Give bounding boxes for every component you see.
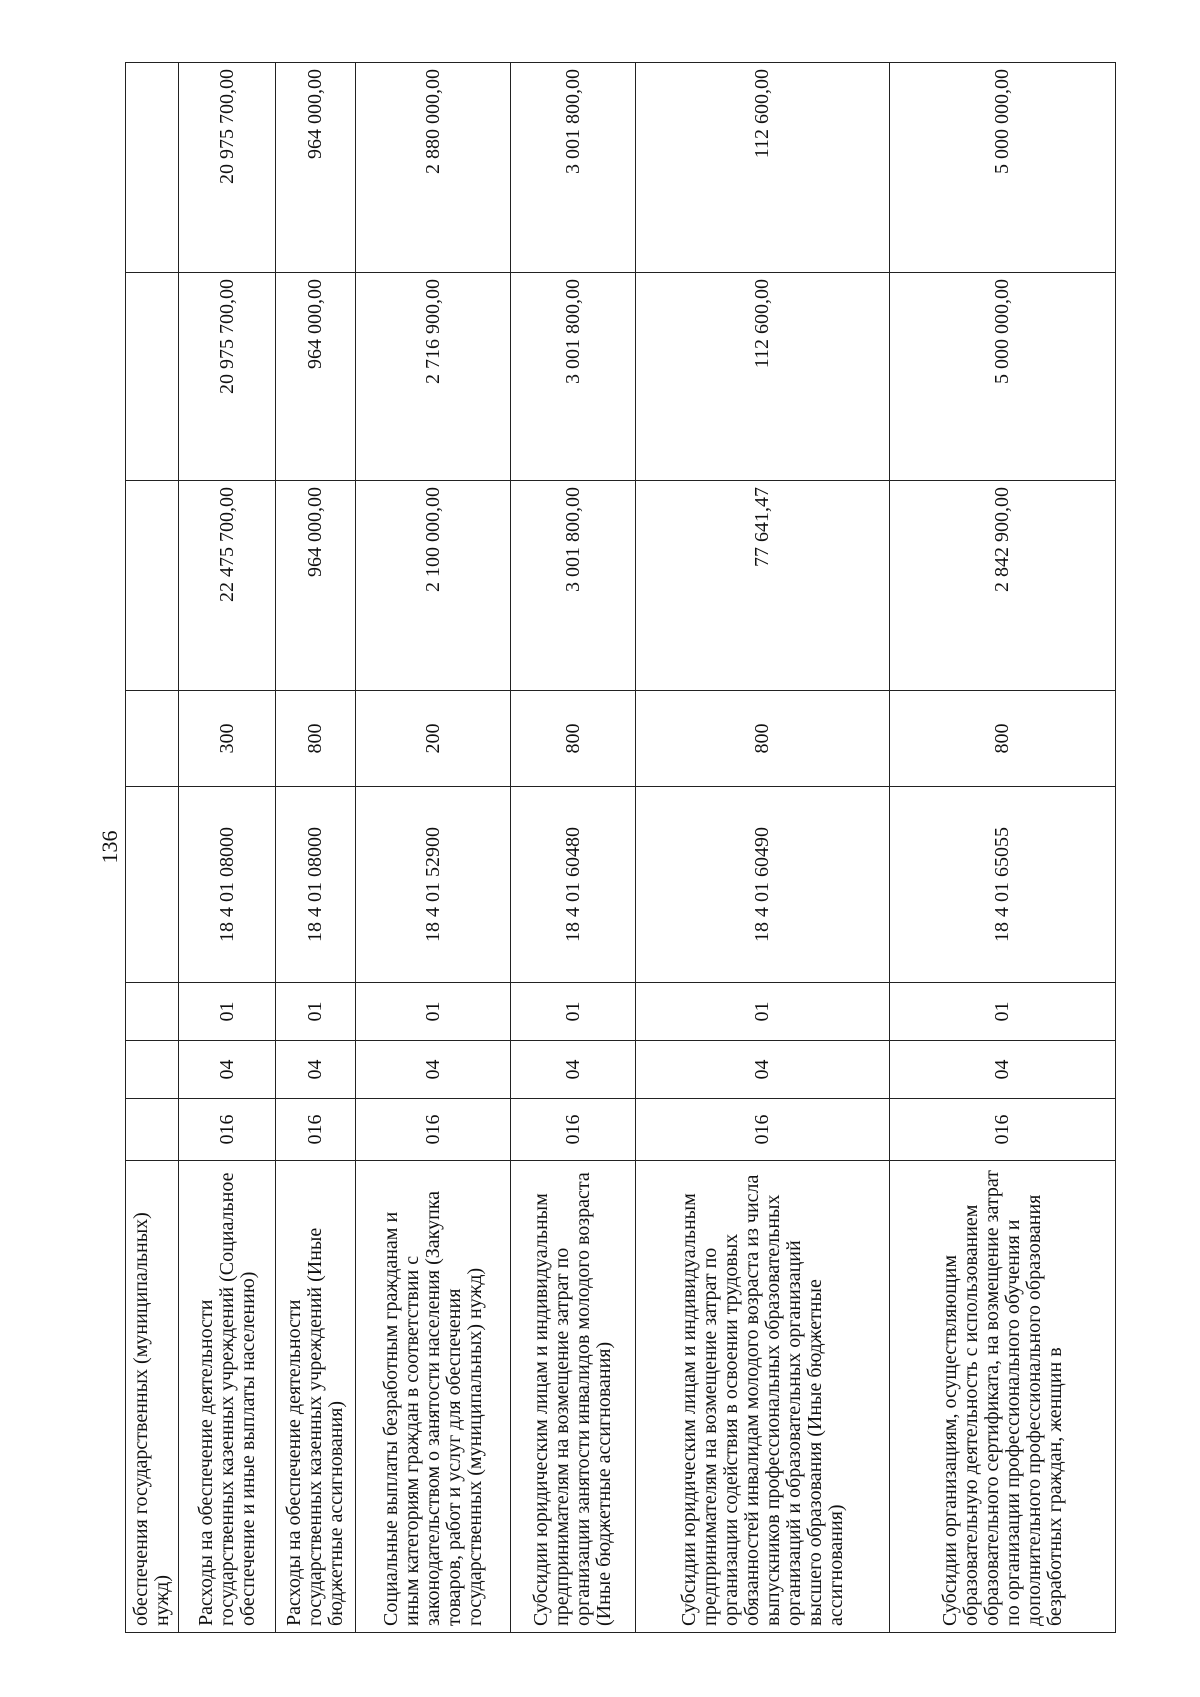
amount-year-2: 112 600,00: [636, 273, 890, 481]
subsection-code: 01: [511, 983, 636, 1041]
amount-year-2: 3 001 800,00: [511, 273, 636, 481]
row-description: Социальные выплаты безработным гражданам и иным категориям граждан в соответствии с законодательством о занятости населения (Закупка товаров, работ и услуг для обеспечения государственных (муниципальных) нужд): [356, 1161, 511, 1633]
row-description: обеспечения государственных (муниципальных) нужд): [126, 1161, 179, 1633]
grbs-code: 016: [890, 1099, 1116, 1161]
grbs-code: 016: [179, 1099, 276, 1161]
section-code: 04: [276, 1041, 356, 1099]
amount-year-1: 2 100 000,00: [356, 481, 511, 691]
amount-year-1: 77 641,47: [636, 481, 890, 691]
row-description: Субсидии юридическим лицам и индивидуальным предпринимателям на возмещение затрат по организации занятости инвалидов молодого возраста (Иные бюджетные ассигнования): [511, 1161, 636, 1633]
row-description: Субсидии организациям, осуществляющим образовательную деятельность с использованием образовательного сертификата, на возмещение затрат по организации профессионального обучения и дополнительного профессионального образования безработных граждан, женщин в: [890, 1161, 1116, 1633]
section-code: 04: [890, 1041, 1116, 1099]
table-row: [356, 63, 511, 1633]
expense-type-code: 800: [511, 691, 636, 787]
table-row: [636, 63, 890, 1633]
section-code: 04: [511, 1041, 636, 1099]
target-article-code: 18 4 01 52900: [356, 787, 511, 983]
subsection-code: 01: [276, 983, 356, 1041]
expense-type-code: 300: [179, 691, 276, 787]
page-number: 136: [97, 830, 122, 864]
row-description: Расходы на обеспечение деятельности государственных казенных учреждений (Иные бюджетные ассигнования): [276, 1161, 356, 1633]
grbs-code: 016: [511, 1099, 636, 1161]
grbs-code: 016: [356, 1099, 511, 1161]
subsection-code: 01: [356, 983, 511, 1041]
table-row: [276, 63, 356, 1633]
amount-year-2: 20 975 700,00: [179, 273, 276, 481]
target-article-code: 18 4 01 60490: [636, 787, 890, 983]
table-row: [890, 63, 1116, 1633]
rotated-table-container: [125, 63, 1115, 1633]
amount-year-2: 5 000 000,00: [890, 273, 1116, 481]
amount-year-3: 112 600,00: [636, 63, 890, 273]
grbs-code: [126, 1099, 179, 1161]
amount-year-3: 5 000 000,00: [890, 63, 1116, 273]
expense-type-code: 800: [890, 691, 1116, 787]
expense-type-code: 200: [356, 691, 511, 787]
amount-year-2: 2 716 900,00: [356, 273, 511, 481]
section-code: 04: [636, 1041, 890, 1099]
grbs-code: 016: [636, 1099, 890, 1161]
budget-table: [125, 62, 1116, 1633]
amount-year-3: 2 880 000,00: [356, 63, 511, 273]
amount-year-1: 2 842 900,00: [890, 481, 1116, 691]
amount-year-3: 20 975 700,00: [179, 63, 276, 273]
amount-year-3: [126, 63, 179, 273]
expense-type-code: [126, 691, 179, 787]
amount-year-2: 964 000,00: [276, 273, 356, 481]
table-row: [511, 63, 636, 1633]
subsection-code: 01: [636, 983, 890, 1041]
target-article-code: 18 4 01 08000: [276, 787, 356, 983]
grbs-code: 016: [276, 1099, 356, 1161]
row-description: Расходы на обеспечение деятельности государственных казенных учреждений (Социальное обеспечение и иные выплаты населению): [179, 1161, 276, 1633]
subsection-code: 01: [179, 983, 276, 1041]
expense-type-code: 800: [636, 691, 890, 787]
table-row: [179, 63, 276, 1633]
table-row: [126, 63, 179, 1633]
amount-year-1: 964 000,00: [276, 481, 356, 691]
amount-year-3: 964 000,00: [276, 63, 356, 273]
amount-year-1: 3 001 800,00: [511, 481, 636, 691]
subsection-code: 01: [890, 983, 1116, 1041]
target-article-code: [126, 787, 179, 983]
amount-year-1: 22 475 700,00: [179, 481, 276, 691]
target-article-code: 18 4 01 65055: [890, 787, 1116, 983]
section-code: [126, 1041, 179, 1099]
section-code: 04: [356, 1041, 511, 1099]
target-article-code: 18 4 01 08000: [179, 787, 276, 983]
subsection-code: [126, 983, 179, 1041]
target-article-code: 18 4 01 60480: [511, 787, 636, 983]
section-code: 04: [179, 1041, 276, 1099]
row-description: Субсидии юридическим лицам и индивидуальным предпринимателям на возмещение затрат по организации содействия в освоении трудовых обязанностей инвалидам молодого возраста из числа выпускников профессиональных образовательных организаций и образовательных организаций высшего образования (Иные бюджетные ассигнования): [636, 1161, 890, 1633]
amount-year-2: [126, 273, 179, 481]
amount-year-1: [126, 481, 179, 691]
expense-type-code: 800: [276, 691, 356, 787]
amount-year-3: 3 001 800,00: [511, 63, 636, 273]
